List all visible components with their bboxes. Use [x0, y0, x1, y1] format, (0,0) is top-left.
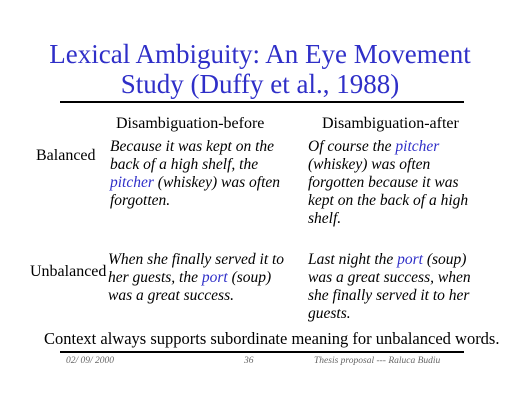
cell-text: (whiskey) was often forgotten because it was kept on the back of a high shelf.: [308, 156, 469, 227]
cell-balanced-before: [110, 138, 290, 210]
slide-title-line-2: Study (Duffy et al., 1988): [120, 69, 400, 99]
ambiguous-word: pitcher: [395, 138, 440, 155]
cell-text: (soup) was a great success, when she finally served it to her guests.: [308, 251, 471, 322]
footer-rule: [60, 351, 464, 353]
title-rule: [60, 101, 464, 103]
cell-text: Of course the: [308, 138, 396, 155]
cell-text: Because it was kept on the back of a high shelf, the: [110, 138, 274, 173]
ambiguous-word: pitcher: [110, 174, 154, 191]
column-header-after: Disambiguation-after: [322, 115, 459, 132]
column-header-before: Disambiguation-before: [116, 115, 265, 132]
cell-text: Last night the: [308, 251, 398, 268]
cell-balanced-after: [308, 138, 484, 228]
footer-date: 02/ 09/ 2000: [66, 356, 115, 366]
footer-page-number: 36: [244, 356, 254, 366]
cell-unbalanced-after: [308, 251, 484, 323]
ambiguous-word: port: [397, 251, 423, 268]
cell-text: (soup) was a great success.: [108, 269, 272, 304]
slide-title-line-1: Lexical Ambiguity: An Eye Movement: [49, 39, 471, 69]
cell-text: When she finally served it to her guests, the: [108, 251, 285, 286]
slide-caption: Context always supports subordinate meaning for unbalanced words.: [44, 329, 500, 348]
row-label-balanced: Balanced: [36, 147, 96, 164]
row-label-unbalanced: Unbalanced: [30, 263, 107, 280]
footer-credit: Thesis proposal --- Raluca Budiu: [314, 356, 441, 366]
cell-unbalanced-before: [108, 251, 296, 305]
ambiguous-word: port: [201, 269, 228, 286]
cell-text: (whiskey) was often forgotten.: [110, 174, 281, 209]
